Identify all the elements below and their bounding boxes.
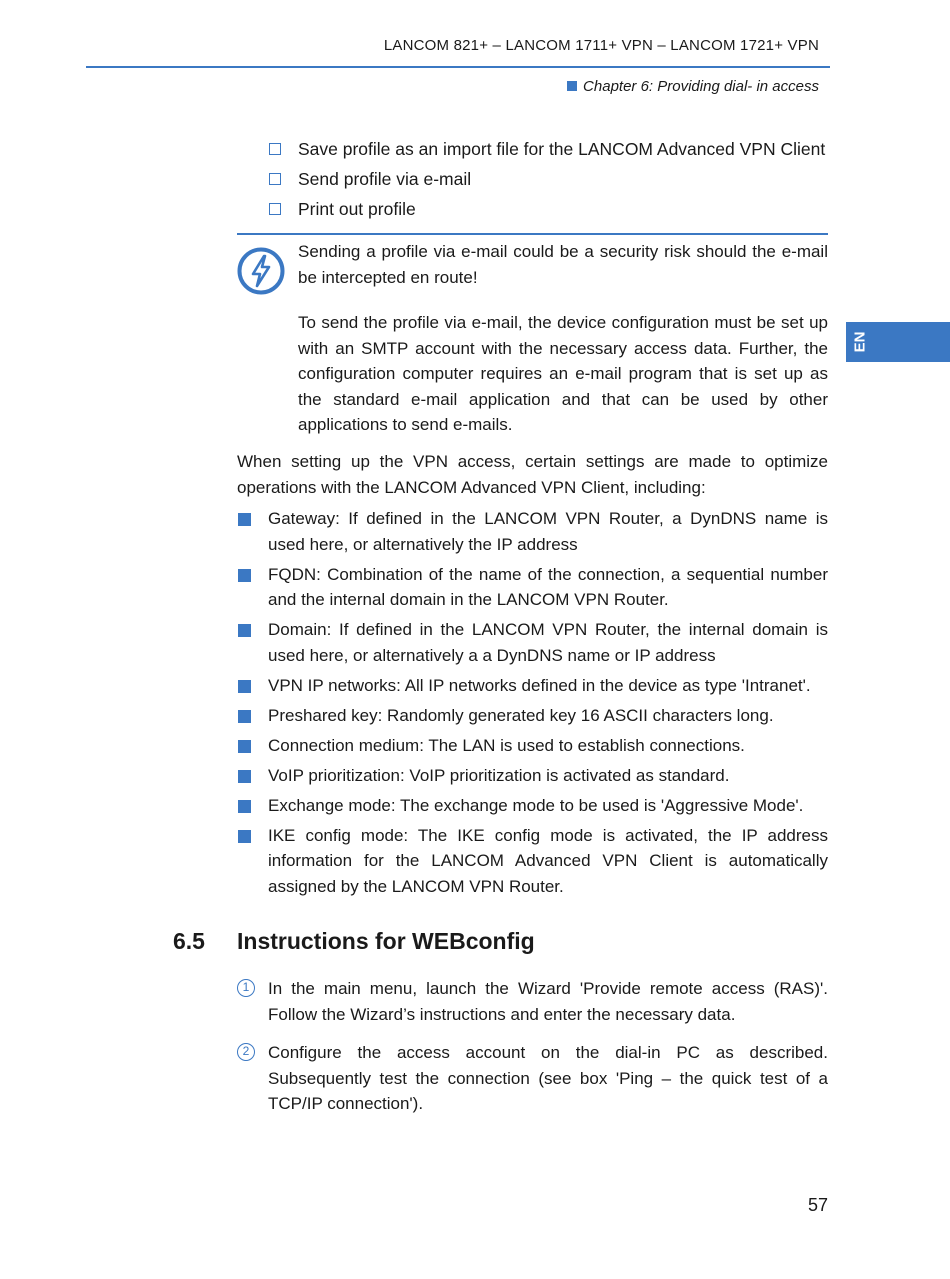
vpn-settings-list <box>237 506 828 904</box>
section-title: Instructions for WEBconfig <box>237 928 535 954</box>
option-label: Send profile via e-mail <box>298 169 472 189</box>
profile-options-list <box>268 134 828 224</box>
step-text: Configure the access account on the dial-in PC as described. Subsequently test the connection (see box 'Ping – the quick test of a TCP/IP connection'). <box>268 1043 828 1113</box>
setting-text: Exchange mode: The exchange mode to be used is 'Aggressive Mode'. <box>268 795 804 815</box>
bullet-square-icon <box>238 800 251 813</box>
bullet-square-icon <box>238 624 251 637</box>
section-number: 6.5 <box>173 928 205 954</box>
step-number-circle: 2 <box>237 1043 255 1061</box>
bullet-square-icon <box>238 710 251 723</box>
list-item <box>268 134 828 164</box>
list-item <box>237 1040 828 1117</box>
list-item <box>237 562 828 613</box>
bullet-square-icon <box>238 740 251 753</box>
list-item <box>268 194 828 224</box>
option-label: Save profile as an import file for the LANCOM Advanced VPN Client <box>298 139 826 159</box>
intro-paragraph: When setting up the VPN access, certain settings are made to optimize operations with the LANCOM Advanced VPN Client, including: <box>237 452 828 497</box>
list-item <box>237 793 828 819</box>
checkbox-square-icon <box>269 173 281 185</box>
setting-text: Connection medium: The LAN is used to establish connections. <box>268 735 745 755</box>
header-rule <box>86 66 830 68</box>
bullet-square-icon <box>238 830 251 843</box>
setting-text: Gateway: If defined in the LANCOM VPN Router, a DynDNS name is used here, or alternatively the IP address <box>268 509 828 554</box>
page-header-title: LANCOM 821+ – LANCOM 1711+ VPN – LANCOM 1721+ VPN <box>383 37 819 54</box>
setting-text: VPN IP networks: All IP networks defined in the device as type 'Intranet'. <box>268 675 811 695</box>
list-item <box>237 763 828 789</box>
list-item <box>268 164 828 194</box>
bullet-square-icon <box>238 770 251 783</box>
checkbox-square-icon <box>269 143 281 155</box>
chapter-square-icon <box>567 81 577 91</box>
setting-text: IKE config mode: The IKE config mode is activated, the IP address information for the LANCOM Advanced VPN Client is automatically assigned by the LANCOM VPN Router. <box>268 825 828 896</box>
list-item <box>237 733 828 759</box>
list-item <box>237 703 828 729</box>
list-item <box>237 823 828 900</box>
setting-text: VoIP prioritization: VoIP prioritization is activated as standard. <box>268 765 730 785</box>
page-number: 57 <box>807 1195 828 1215</box>
list-item <box>237 617 828 668</box>
list-item <box>237 976 828 1027</box>
language-tab-label: EN <box>851 331 869 353</box>
step-text: In the main menu, launch the Wizard 'Provide remote access (RAS)'. Follow the Wizard’s instructions and enter the necessary data. <box>268 979 828 1024</box>
note-detail: To send the profile via e-mail, the device configuration must be set up with an SMTP account with the necessary access data. Further, the configuration computer requires an e-mail program that is set up as the standard e-mail application and that can be used by other applications to send e-mails. <box>298 313 828 434</box>
step-number-circle: 1 <box>237 979 255 997</box>
bullet-square-icon <box>238 569 251 582</box>
note-warning: Sending a profile via e-mail could be a security risk should the e-mail be intercepted en route! <box>298 242 828 287</box>
lightning-warning-icon <box>237 247 285 295</box>
setting-text: FQDN: Combination of the name of the connection, a sequential number and the internal domain in the LANCOM VPN Router. <box>268 564 828 609</box>
language-tab <box>846 322 950 362</box>
list-item <box>237 673 828 699</box>
bullet-square-icon <box>238 680 251 693</box>
option-label: Print out profile <box>298 199 416 219</box>
security-note <box>298 239 828 458</box>
note-rule <box>237 233 828 235</box>
setting-text: Preshared key: Randomly generated key 16 ASCII characters long. <box>268 705 774 725</box>
chapter-label <box>567 78 819 95</box>
setting-text: Domain: If defined in the LANCOM VPN Router, the internal domain is used here, or alternatively a a DynDNS name or IP address <box>268 620 828 665</box>
steps-list <box>237 976 828 1130</box>
checkbox-square-icon <box>269 203 281 215</box>
bullet-square-icon <box>238 513 251 526</box>
list-item <box>237 506 828 557</box>
chapter-text: Chapter 6: Providing dial- in access <box>583 78 819 95</box>
